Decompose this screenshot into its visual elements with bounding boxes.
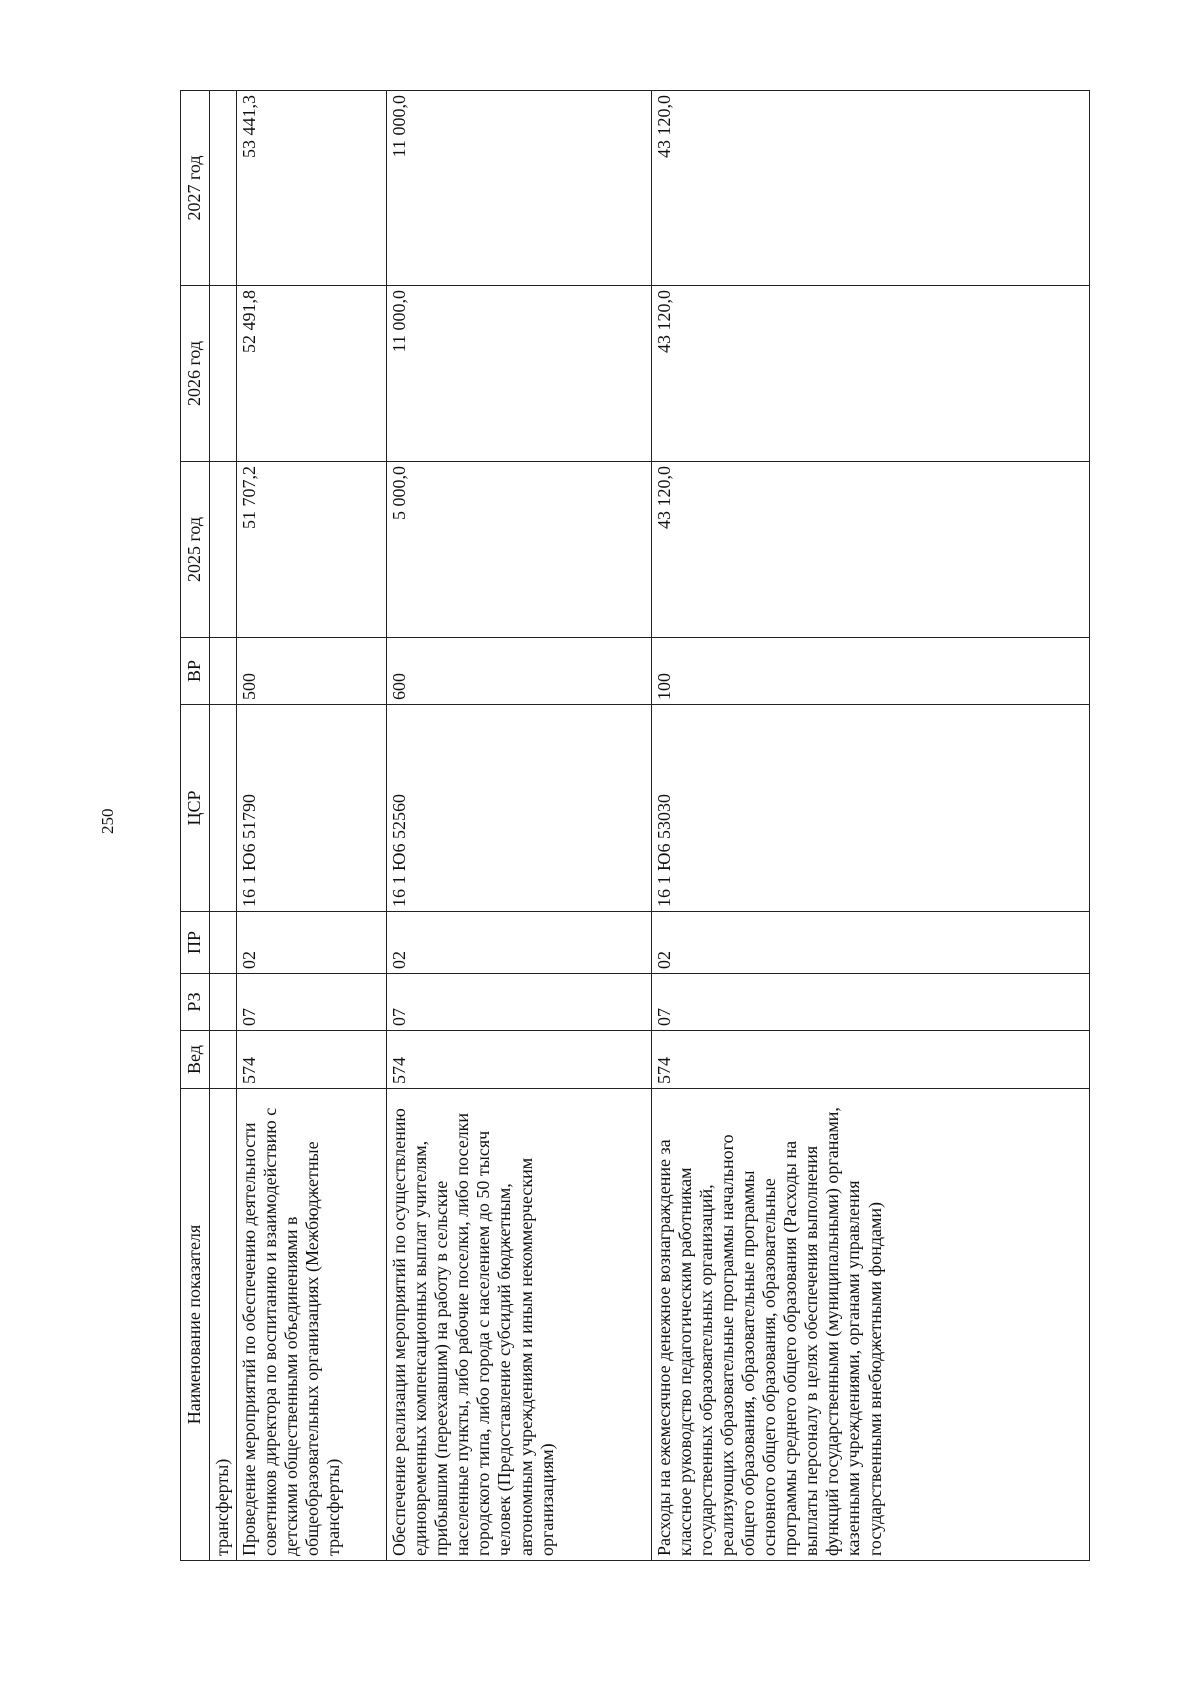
header-ved: Вед	[181, 1031, 210, 1089]
header-2027: 2027 год	[181, 91, 210, 286]
continuation-row	[210, 91, 237, 1561]
row-name: Обеспечение реализации мероприятий по осуществлению единовременных компенсационных выплат учителям, прибывшим (переехавшим) на работу в сельские населенные пункты, либо рабочие поселки, либо поселки городского типа, либо города с населением до 50 тысяч человек (Предоставление субсидий бюджетным, автономным учреждениям и иным некоммерческим организациям)	[387, 1089, 652, 1561]
row-pr: 02	[236, 912, 387, 974]
row-2025: 43 120,0	[652, 462, 1090, 638]
row-name: Проведение мероприятий по обеспечению деятельности советников директора по воспитанию и взаимодействию с детскими общественными объединениями в общеобразовательных организациях (Межбюджетные трансферты)	[236, 1089, 387, 1561]
row-csr: 16 1 Ю6 53030	[652, 705, 1090, 912]
row-2026: 43 120,0	[652, 286, 1090, 462]
row-csr: 16 1 Ю6 52560	[387, 705, 652, 912]
row-csr: 16 1 Ю6 51790	[236, 705, 387, 912]
row-vr: 100	[652, 638, 1090, 705]
row-name: Расходы на ежемесячное денежное вознаграждение за классное руководство педагогическим работникам государственных образовательных организаций, реализующих образовательные программы начального общего образования, образовательные программы основного общего образования, образовательные программы среднего общего образования (Расходы на выплаты персоналу в целях обеспечения выполнения функций государственными (муниципальными) органами, казенными учреждениями, органами управления государственными внебюджетными фондами)	[652, 1089, 1090, 1561]
row-2025: 5 000,0	[387, 462, 652, 638]
header-csr: ЦСР	[181, 705, 210, 912]
row-2026: 52 491,8	[236, 286, 387, 462]
header-2026: 2026 год	[181, 286, 210, 462]
continuation-text: трансферты)	[210, 1089, 237, 1561]
row-2025: 51 707,2	[236, 462, 387, 638]
page-number: 250	[98, 808, 117, 834]
row-ved: 574	[387, 1031, 652, 1089]
header-name: Наименование показателя	[181, 1089, 210, 1561]
row-rz: 07	[387, 974, 652, 1031]
header-pr: ПР	[181, 912, 210, 974]
row-rz: 07	[236, 974, 387, 1031]
row-ved: 574	[236, 1031, 387, 1089]
row-2027: 11 000,0	[387, 91, 652, 286]
row-ved: 574	[652, 1031, 1090, 1089]
table-row	[236, 91, 387, 1561]
header-rz: РЗ	[181, 974, 210, 1031]
row-pr: 02	[652, 912, 1090, 974]
header-2025: 2025 год	[181, 462, 210, 638]
table-row	[652, 91, 1090, 1561]
row-pr: 02	[387, 912, 652, 974]
row-2026: 11 000,0	[387, 286, 652, 462]
rotated-page-content	[180, 91, 1090, 1561]
budget-table	[180, 90, 1090, 1561]
header-row	[181, 91, 210, 1561]
row-vr: 500	[236, 638, 387, 705]
header-vr: ВР	[181, 638, 210, 705]
row-2027: 43 120,0	[652, 91, 1090, 286]
row-rz: 07	[652, 974, 1090, 1031]
row-2027: 53 441,3	[236, 91, 387, 286]
row-vr: 600	[387, 638, 652, 705]
table-row	[387, 91, 652, 1561]
